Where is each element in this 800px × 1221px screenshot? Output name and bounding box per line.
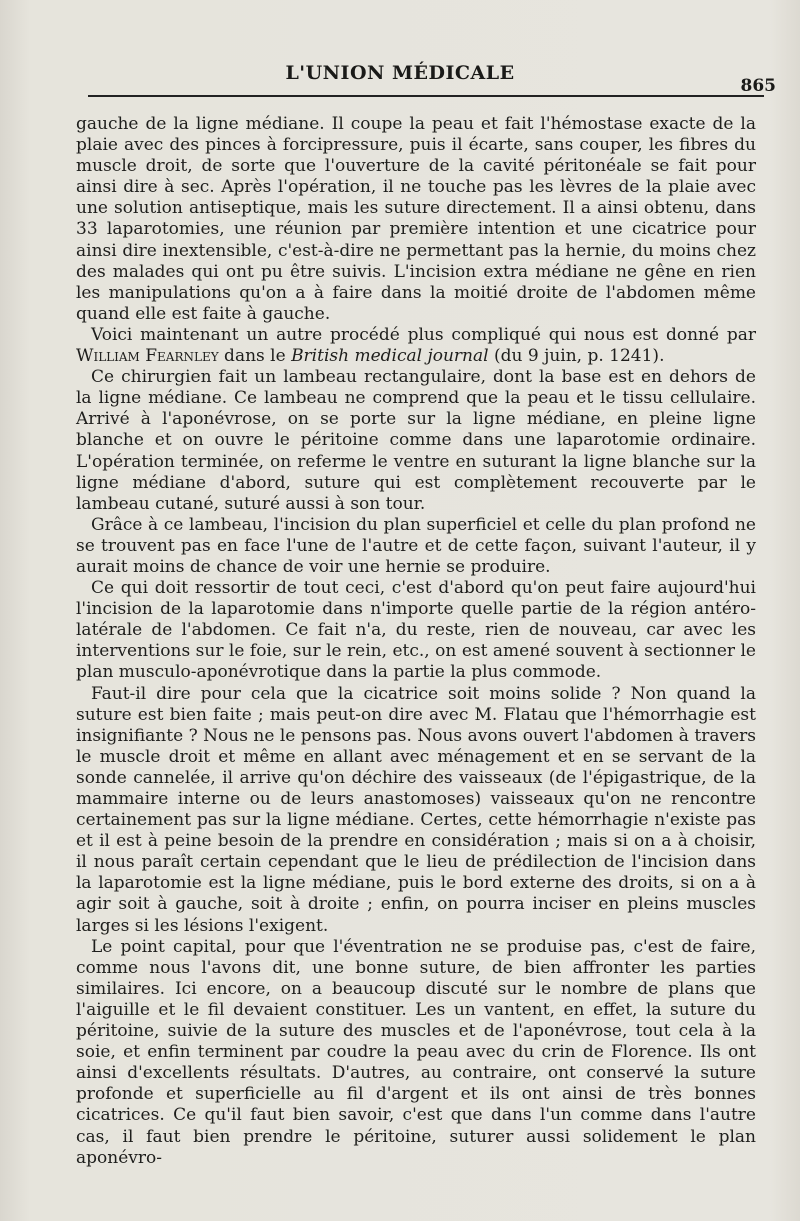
paragraph-3: Ce chirurgien fait un lambeau rectangulaire, dont la base est en dehors de la ligne médiane. Ce lambeau ne comprend que la peau et le tissu cellulaire. Arrivé à l'aponévrose, on se porte sur la ligne médiane, en pleine ligne blanche et on ouvre le péritoine comme dans une laparotomie ordinaire. L'opération terminée, on referme le ventre en suturant la ligne blanche sur la ligne médiane d'abord, suture qui est complètement recouverte par le lambeau cutané, suturé aussi à son tour. xyxy=(76,367,756,514)
paragraph-2-text-b: dans le xyxy=(218,346,292,367)
paragraph-1: gauche de la ligne médiane. Il coupe la peau et fait l'hémostase exacte de la plaie avec des pinces à forcipressure, puis il écarte, sans couper, les fibres du muscle droit, de sorte que l'ouverture de la cavité péritonéale se fait pour ainsi dire à sec. Après l'opération, il ne touche pas les lèvres de la plaie avec une solution antiseptique, mais les suture directement. Il a ainsi obtenu, dans 33 laparotomies, une réunion par première intention et une cicatrice pour ainsi dire inextensible, c'est-à-dire ne permettant pas la hernie, du moins chez des malades qui ont pu être suivis. L'incision extra médiane ne gêne en rien les manipulations qu'on a à faire dans la moitié droite de l'abdomen même quand elle est faite à gauche. xyxy=(76,114,756,324)
header-rule xyxy=(88,95,764,97)
paragraph-4: Grâce à ce lambeau, l'incision du plan superficiel et celle du plan profond ne se trouvent pas en face l'une de l'autre et de cette façon, suivant l'auteur, il y aurait moins de chance de voir une hernie se produire. xyxy=(76,514,756,577)
paragraph-7: Le point capital, pour que l'éventration ne se produise pas, c'est de faire, comme nous l'avons dit, une bonne suture, de bien affronter les parties similaires. Ici encore, on a beaucoup discuté sur le nombre de plans que l'aiguille et le fil devaient constituer. Les un vantent, en effet, la suture du péritoine, suivie de la suture des muscles et de l'aponévrose, tout cela à la soie, et enfin terminent par coudre la peau avec du crin de Florence. Ils ont ainsi d'excellents résultats. D'autres, au contraire, ont conservé la suture profonde et superficielle au fil d'argent et ils ont ainsi de très bonnes cicatrices. Ce qu'il faut bien savoir, c'est que dans l'un comme dans l'autre cas, il faut bien prendre le péritoine, suturer aussi solidement le plan aponévro- xyxy=(76,936,756,1168)
paragraph-2-text-c: (du 9 juin, p. 1241). xyxy=(488,346,665,367)
author-name: William Fearnley xyxy=(76,346,219,367)
body-text xyxy=(76,114,756,1169)
journal-name: British medical journal xyxy=(291,346,489,367)
paragraph-5: Ce qui doit ressortir de tout ceci, c'est d'abord qu'on peut faire aujourd'hui l'incision de la laparotomie dans n'importe quelle partie de la région antéro-latérale de l'abdomen. Ce fait n'a, du reste, rien de nouveau, car avec les interventions sur le foie, sur le rein, etc., on est amené souvent à sectionner le plan musculo-aponévrotique dans la partie la plus commode. xyxy=(76,578,756,683)
paragraph-2 xyxy=(76,325,756,367)
running-header xyxy=(0,58,800,98)
page-number: 865 xyxy=(740,76,776,96)
journal-title: L'UNION MÉDICALE xyxy=(285,62,515,84)
paragraph-6: Faut-il dire pour cela que la cicatrice soit moins solide ? Non quand la suture est bien faite ; mais peut-on dire avec M. Flatau que l'hémorrhagie est insignifiante ? Nous ne le pensons pas. Nous avons ouvert l'abdomen à travers le muscle droit et même en allant avec ménagement et en se servant de la sonde cannelée, il arrive qu'on déchire des vaisseaux (de l'épigastrique, de la mammaire interne ou de leurs anastomoses) vaisseaux qu'on ne rencontre certainement pas sur la ligne médiane. Certes, cette hémorrhagie n'existe pas et il est à peine besoin de la prendre en considération ; mais si on a à choisir, il nous paraît certain cependant que le lieu de prédilection de l'incision dans la laparotomie est la ligne médiane, puis le bord externe des droits, si on a à agir soit à gauche, soit à droite ; enfin, on pourra inciser en pleins muscles larges si les lésions l'exigent. xyxy=(76,683,756,936)
paragraph-2-text-a: Voici maintenant un autre procédé plus compliqué qui nous est donné par xyxy=(91,324,756,345)
